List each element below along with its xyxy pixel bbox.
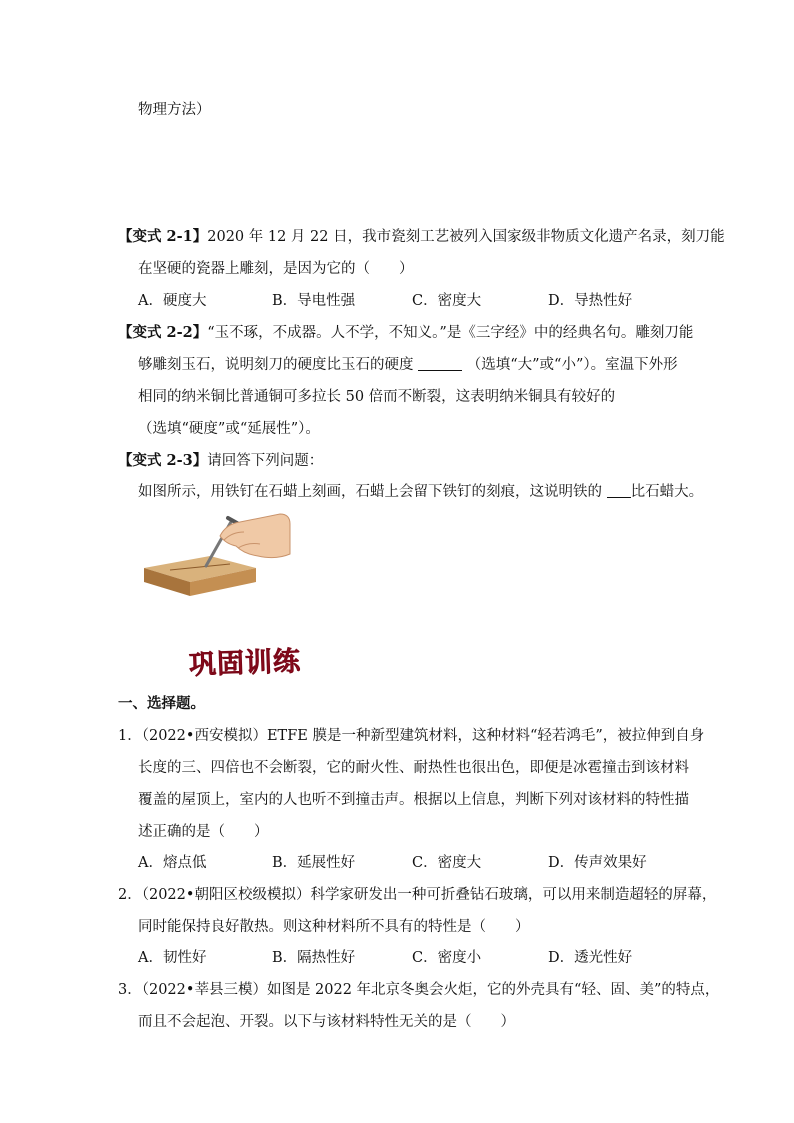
question-text: 比石蜡大。	[630, 484, 704, 500]
option-b: B．导电性强	[272, 293, 356, 309]
option-c: C．密度大	[412, 855, 482, 871]
question-2	[118, 885, 716, 905]
options-row	[138, 948, 658, 968]
question-text: （2022•朝阳区校级模拟）科学家研发出一种可折叠钻石玻璃，可以用来制造超轻的屏幕，	[141, 887, 717, 903]
question-line	[138, 482, 703, 502]
question-text: 述正确的是（ ）	[138, 824, 269, 840]
question-3	[118, 980, 719, 1000]
variant-2-1	[118, 227, 725, 247]
variant-label: 【变式 2-2】	[118, 324, 208, 341]
variant-label: 【变式 2-1】	[118, 228, 208, 245]
option-d: D．透光性好	[548, 950, 633, 966]
option-b: B．隔热性好	[272, 950, 356, 966]
banner-text: 巩固训练	[188, 646, 302, 681]
options-row	[138, 291, 658, 311]
question-text: 覆盖的屋顶上，室内的人也听不到撞击声。根据以上信息，判断下列对该材料的特性描	[138, 792, 689, 808]
question-text: 长度的三、四倍也不会断裂，它的耐火性、耐热性也很出色，即便是冰雹撞击到该材料	[138, 760, 689, 776]
variant-label: 【变式 2-3】	[118, 452, 208, 469]
question-line	[138, 387, 615, 407]
answer-blank[interactable]	[607, 483, 631, 498]
answer-blank[interactable]	[418, 356, 462, 371]
question-text: （选填“硬度”或“延展性”）。	[138, 421, 320, 437]
options-row	[138, 853, 658, 873]
question-text: （2022•莘县三模）如图是 2022 年北京冬奥会火炬，它的外壳具有“轻、固、美”的特点，	[141, 982, 720, 998]
question-text: 同时能保持良好散热。则这种材料所不具有的特性是（ ）	[138, 919, 530, 935]
question-text: 而且不会起泡、开裂。以下与该材料特性无关的是（ ）	[138, 1014, 515, 1030]
question-line	[138, 419, 320, 439]
question-text: 2020 年 12 月 22 日，我市瓷刻工艺被列入国家级非物质文化遗产名录，刻刀能	[207, 229, 725, 245]
option-a: A．韧性好	[138, 950, 207, 966]
question-text: 如图所示，用铁钉在石蜡上刻画，石蜡上会留下铁钉的刻痕，这说明铁的	[138, 484, 602, 500]
variant-2-2	[118, 323, 693, 343]
question-number: 1．	[118, 728, 142, 744]
option-b: B．延展性好	[272, 855, 356, 871]
variant-2-3	[118, 451, 323, 471]
question-text: 够雕刻玉石，说明刻刀的硬度比玉石的硬度	[138, 357, 414, 373]
option-d: D．导热性好	[548, 293, 633, 309]
question-text: （2022•西安模拟）ETFE 膜是一种新型建筑材料，这种材料“轻若鸿毛”，被拉伸到自身	[141, 728, 705, 744]
question-number: 2．	[118, 887, 142, 903]
question-text: 请回答下列问题：	[207, 453, 324, 469]
option-a: A．熔点低	[138, 855, 207, 871]
question-text: 在坚硬的瓷器上雕刻，是因为它的（ ）	[138, 261, 414, 277]
question-1	[118, 726, 704, 746]
option-c: C．密度小	[412, 950, 482, 966]
option-a: A．硬度大	[138, 293, 207, 309]
option-c: C．密度大	[412, 293, 482, 309]
question-text: （选填“大”或“小”）。室温下外形	[466, 357, 678, 373]
question-number: 3．	[118, 982, 142, 998]
question-line	[138, 355, 678, 375]
section-banner	[180, 642, 310, 682]
text-fragment: 物理方法）	[138, 102, 211, 118]
question-text: “玉不琢，不成器。人不学，不知义。”是《三字经》中的经典名句。雕刻刀能	[207, 325, 694, 341]
question-text: 相同的纳米铜比普通铜可多拉长 50 倍而不断裂，这表明纳米铜具有较好的	[138, 389, 616, 405]
section-title: 一、选择题。	[118, 695, 205, 712]
nail-scratching-wax-image	[140, 510, 292, 598]
option-d: D．传声效果好	[548, 855, 647, 871]
